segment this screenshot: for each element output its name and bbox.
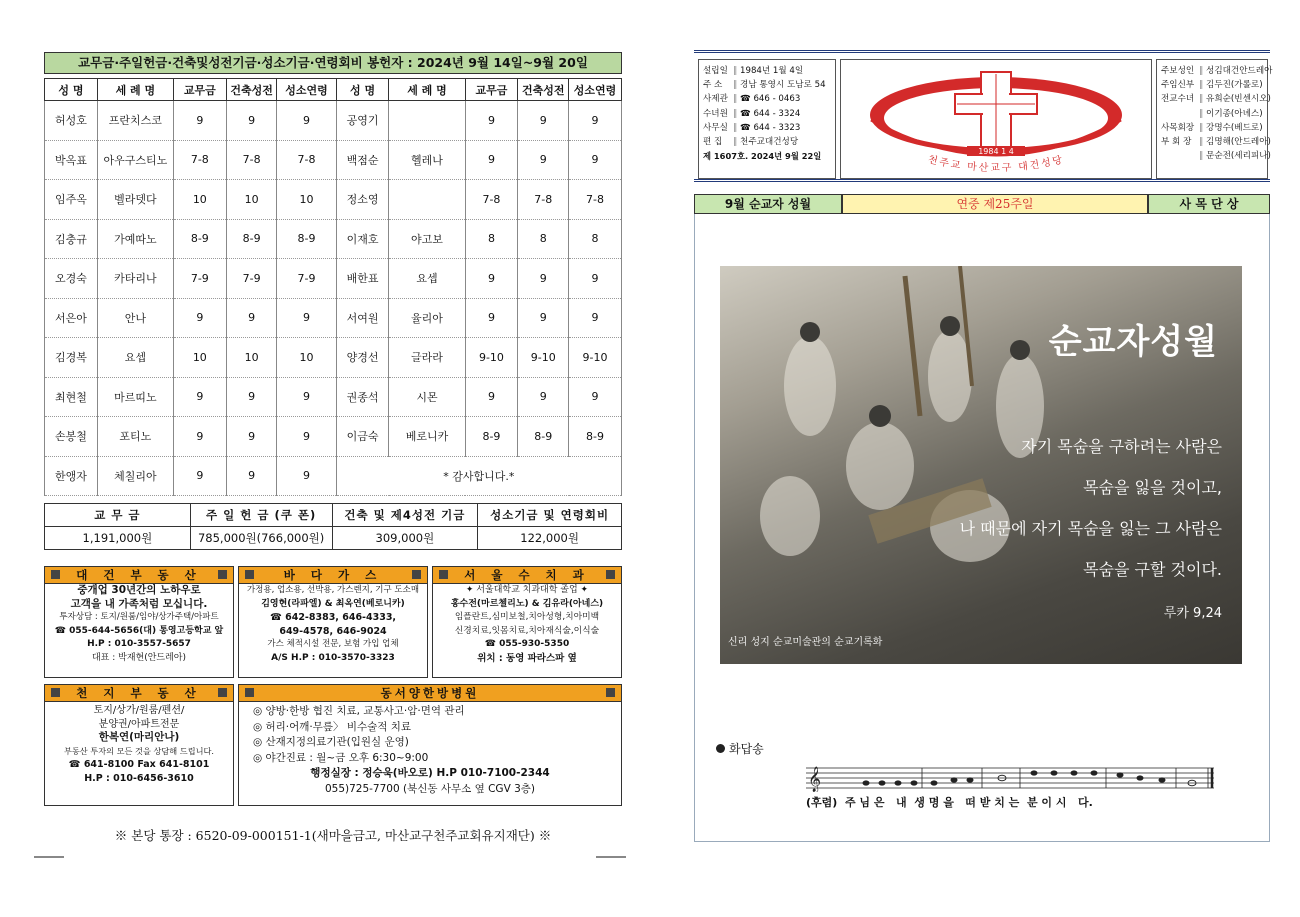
totals-value: 1,191,000원 [45,527,191,550]
parish-logo-box [840,59,1152,179]
info-key: 사무실 [703,122,728,133]
info-separator: ‖ [733,80,741,91]
info-key: 사제관 [703,94,728,105]
image-title: 순교자성월 [1048,322,1218,362]
donor-cell: 9 [277,101,336,141]
donor-cell: 9 [569,259,622,299]
column-header: 세 례 명 [389,79,465,101]
donor-table [44,78,622,496]
info-key: 부 회 장 [1161,137,1192,148]
donor-cell: 9 [569,140,622,180]
donor-cell: 포티노 [97,417,173,457]
ad-line: 신경치료,잇몸치료,치아재식술,이식술 [454,625,600,636]
info-separator: ‖ [733,66,741,76]
donor-cell: 카타리나 [97,259,173,299]
donor-row [45,140,622,180]
donor-cell: 9 [518,101,569,141]
info-value: ☎ 644 - 3323 [740,122,801,133]
info-value: 이기종(아녜스) [1206,108,1263,119]
ad-line: 행정실장 : 정승욱(바오로) H.P 010-7100-2344 [310,767,550,779]
parish-info-box [698,59,836,179]
info-separator: ‖ [1199,94,1207,105]
ad-seoul-dental [432,566,622,678]
donor-cell: 9 [173,417,226,457]
donor-cell: 7-9 [173,259,226,299]
totals-header: 성소기금 및 연령회비 [478,504,622,527]
band-sunday: 연중 제25주일 [842,194,1148,214]
donor-cell: 권종석 [336,377,389,417]
ad-title: 바 다 가 스 [239,567,427,584]
info-key: 주 소 [703,80,723,91]
totals-value: 122,000원 [478,527,622,550]
donor-cell: 베로니카 [389,417,465,457]
column-header: 성소연령 [277,79,336,101]
column-header: 세 례 명 [97,79,173,101]
info-separator: ‖ [733,94,741,105]
donor-cell: 10 [277,338,336,378]
info-separator: ‖ [1199,108,1207,119]
ad-bada-gas [238,566,428,678]
donor-cell: 7-8 [226,140,277,180]
donor-cell: 10 [277,180,336,220]
bullet-icon [716,744,725,753]
info-value: 성김대건안드레아 [1206,66,1273,76]
deco-line-right [596,856,626,858]
donor-title: 교무금·주일헌금·건축및성전기금·성소기금·연령회비 봉헌자 : 2024년 9월 14일~9월 20일 [44,52,622,74]
donor-cell: 8-9 [465,417,518,457]
band-month: 9월 순교자 성월 [694,194,842,214]
info-value: 김두진(가롤로) [1206,80,1263,91]
donor-cell: 9 [569,377,622,417]
donor-cell: 9 [277,417,336,457]
totals-header: 건축 및 제4성전 기금 [332,504,478,527]
donor-row [45,259,622,299]
donor-cell: 마르띠노 [97,377,173,417]
totals-table [44,503,622,550]
ad-title: 대 건 부 동 산 [45,567,233,584]
ad-line: 가정용, 업소용, 선박용, 가스렌지, 기구 도소매 [246,585,420,595]
donor-cell: 허성호 [45,101,98,141]
ad-line: A/S H.P : 010-3570-3323 [271,652,395,663]
donor-cell: 7-9 [277,259,336,299]
donor-cell: 손봉철 [45,417,98,457]
info-value: ☎ 644 - 3324 [740,108,801,119]
donor-cell: 벨라뎃다 [97,180,173,220]
donor-cell: 9 [277,298,336,338]
donor-cell: 9 [173,101,226,141]
donor-cell: 백점순 [336,140,389,180]
ad-line: 투자상담 : 토지/원룸/임야/상가주택/아파트 [59,612,219,622]
ad-line: ☎ 641-8100 Fax 641-8101 [68,759,210,770]
donor-cell: 체칠리아 [97,456,173,496]
column-header: 건축성전 [518,79,569,101]
donor-cell: 8-9 [569,417,622,457]
donor-cell: 8-9 [173,219,226,259]
info-value: 천주교대건성당 [740,137,799,148]
bulletin-header [694,50,1273,182]
info-key: 전교수녀 [1161,94,1195,105]
column-header: 성 명 [336,79,389,101]
column-header: 성 명 [45,79,98,101]
donor-cell: 9 [277,377,336,417]
donor-cell: 야고보 [389,219,465,259]
donor-row [45,417,622,457]
donor-row [45,377,622,417]
info-row [703,92,831,106]
ad-line: ◎ 양방·한방 협진 치료, 교통사고·암·면역 관리 [253,705,465,717]
column-header: 성소연령 [569,79,622,101]
donor-cell: 9 [226,456,277,496]
donor-row [45,456,622,496]
donor-cell [389,101,465,141]
totals-value: 309,000원 [332,527,478,550]
totals-header: 교 무 금 [45,504,191,527]
donor-row [45,101,622,141]
info-separator: ‖ [733,108,741,119]
info-value: 1984년 1월 4일 [740,66,804,76]
verse-reference: 루카 9,24 [1163,606,1222,621]
donor-cell: 프란치스코 [97,101,173,141]
ad-line: ◎ 야간진료 : 월~금 오후 6:30~9:00 [253,751,429,764]
donor-cell: 8-9 [277,219,336,259]
psalm-section [716,740,764,757]
donor-cell [389,180,465,220]
info-key: 사목회장 [1161,122,1195,133]
donor-cell: 9-10 [465,338,518,378]
donor-cell: 가예따노 [97,219,173,259]
ad-line: 위치 : 동영 파라스파 옆 [477,652,577,664]
info-row [703,64,831,78]
donor-cell: 9 [277,456,336,496]
donor-cell: 9 [226,417,277,457]
totals-value: 785,000원(766,000원) [190,527,332,550]
info-separator: ‖ [1199,151,1207,162]
donor-cell: 9 [465,298,518,338]
info-separator: ‖ [1199,122,1207,133]
donor-cell: 9 [518,140,569,180]
info-key: 주임신부 [1161,80,1195,91]
ad-line: ☎ 055-930-5350 [484,639,570,649]
donor-cell: 9 [465,259,518,299]
ad-line: 055)725-7700 (북신동 사무소 옆 CGV 3층) [324,782,536,795]
donor-cell: 이재호 [336,219,389,259]
ad-title: 서 울 수 치 과 [433,567,621,584]
donor-cell: 10 [173,338,226,378]
music-staff [806,764,1214,792]
donor-cell: 9-10 [518,338,569,378]
ad-dongseo-hospital [238,684,622,806]
bank-account-note: ※ 본당 통장 : 6520-09-000151-1(새마을금고, 마산교구천주교회유지재단) ※ [114,828,552,843]
info-row [1161,64,1273,78]
donor-cell: 최현철 [45,377,98,417]
donor-cell: 헬레나 [389,140,465,180]
ad-title: 동서양한방병원 [239,685,621,702]
donor-cell: 7-8 [518,180,569,220]
verse-line: 나 때문에 자기 목숨을 잃는 그 사람은 [959,519,1222,538]
title-band [694,194,1270,214]
donor-cell: 8-9 [226,219,277,259]
donor-cell: 박옥표 [45,140,98,180]
donor-cell: 서은아 [45,298,98,338]
donor-cell: 9 [465,140,518,180]
donor-cell: 9 [465,377,518,417]
info-row [1161,121,1263,135]
info-row [703,107,831,121]
donor-cell: 9 [226,377,277,417]
info-row [1161,107,1263,121]
donor-cell: 9 [569,101,622,141]
donor-cell: 7-8 [173,140,226,180]
donor-cell: 8 [518,219,569,259]
logo-text: 천주교 마산교구 대건성당 [926,154,1066,174]
info-row [1161,78,1263,92]
ad-title: 천 지 부 동 산 [45,685,233,702]
donor-cell: 9 [173,456,226,496]
ad-line: 임플란트,심미보철,치아성형,치아미백 [454,612,600,622]
psalm-lyrics: (후렴) 주 님 은 내 생 명 을 떠 받 치 는 분 이 시 다. [806,796,1093,809]
donor-cell: 요셉 [97,338,173,378]
donor-cell: 7-8 [277,140,336,180]
donor-cell: 안나 [97,298,173,338]
ad-line: 649-4578, 646-9024 [279,625,387,637]
info-value: 경남 통영시 도남로 54 [740,80,826,91]
info-value: 문순전(세리피나) [1206,151,1271,162]
ad-line: ✦ 서울대학교 치과대학 졸업 ✦ [465,585,589,595]
donor-cell: 오경숙 [45,259,98,299]
donor-cell: 9 [173,298,226,338]
clergy-info-box [1156,59,1273,179]
column-header: 건축성전 [226,79,277,101]
info-key: 설립일 [703,66,728,76]
donor-cell: 공영기 [336,101,389,141]
donor-cell: 9-10 [569,338,622,378]
ad-line: 홍수전(마르첼리노) & 김유라(아네스) [450,598,604,609]
ad-line: ◎ 산재지정의료기관(입원실 운영) [253,736,409,748]
info-separator: ‖ [733,122,741,133]
donor-cell: 배한표 [336,259,389,299]
info-key: 주보성인 [1161,66,1195,76]
donor-cell: 한앵자 [45,456,98,496]
verse-line: 목숨을 구할 것이다. [1083,560,1222,579]
donor-cell: 임주옥 [45,180,98,220]
donor-row [45,219,622,259]
donor-cell: 9 [465,101,518,141]
info-row [703,135,831,149]
donor-cell: 율리아 [389,298,465,338]
info-row [703,121,831,135]
totals-header: 주 일 헌 금 (쿠 폰) [190,504,332,527]
info-row [703,78,831,92]
donor-cell: 서여원 [336,298,389,338]
ad-line: 토지/상가/원룸/펜션/ [93,705,185,716]
issue-number: 제 1607호. 2024년 9월 22일 [703,151,822,162]
donor-cell: 7-8 [465,180,518,220]
info-value: 김명해(안드레아) [1206,137,1271,148]
info-value: 유희순(빈센시오) [1206,94,1271,105]
donor-cell: 아우구스티노 [97,140,173,180]
column-header: 교무금 [173,79,226,101]
ad-line: 김영현(라파엘) & 최옥연(베로니카) [261,598,405,609]
donor-cell: 9 [226,101,277,141]
ad-line: ◎ 허리·어깨·무릎〉 비수술적 치료 [253,720,412,733]
donor-cell: 8 [569,219,622,259]
donor-cell: 10 [173,180,226,220]
info-key: 편 집 [703,137,723,148]
donor-row [45,338,622,378]
donor-cell: 이금숙 [336,417,389,457]
ad-line: 고객을 내 가족처럼 모십니다. [70,597,208,610]
info-value: ☎ 646 - 0463 [740,94,801,105]
martyr-painting [720,266,1242,664]
ad-daegeon-realestate [44,566,234,678]
ad-line: H.P : 010-3557-5657 [87,639,191,649]
info-separator: ‖ [1199,80,1207,91]
donor-cell: 시몬 [389,377,465,417]
parish-logo-icon [841,60,1151,178]
deco-line-left [34,856,64,858]
donor-cell: 9 [173,377,226,417]
ad-line: ☎ 055-644-5656(대) 통영고등학교 앞 [54,625,224,636]
donor-cell: 10 [226,338,277,378]
thanks-note: * 감사합니다.* [336,456,621,496]
info-row [1161,149,1271,163]
donor-cell: 9 [518,259,569,299]
info-value: 강명수(베드로) [1206,122,1263,133]
donor-cell: 요셉 [389,259,465,299]
ad-line: ☎ 642-8383, 646-4333, [269,612,397,623]
psalm-label: 화답송 [729,742,764,756]
info-separator: ‖ [1199,137,1207,148]
donor-row [45,298,622,338]
band-pastoral: 사 목 단 상 [1148,194,1270,214]
donor-cell: 9 [518,298,569,338]
column-header: 교무금 [465,79,518,101]
ad-line: 부동산 투자의 모든 것을 상담해 드립니다. [63,745,215,756]
donor-cell: 정소영 [336,180,389,220]
donor-header-row [45,79,622,101]
ad-cheonji-realestate [44,684,234,806]
ad-line: 중개업 30년간의 노하우로 [77,584,201,596]
svg-text:𝄞: 𝄞 [808,767,822,792]
donor-cell: 9 [226,298,277,338]
donor-cell: 7-9 [226,259,277,299]
info-row [1161,135,1271,149]
verse-line: 목숨을 잃을 것이고, [1083,478,1222,497]
info-separator: ‖ [1199,66,1207,76]
ad-line: 분양권/아파트전문 [98,718,180,730]
donor-cell: 10 [226,180,277,220]
donor-cell: 9 [569,298,622,338]
ad-line: 대표 : 박재현(안드레아) [91,652,187,663]
donor-row [45,180,622,220]
donor-cell: 양경선 [336,338,389,378]
image-caption: 신리 성지 순교미술관의 순교기록화 [728,637,883,648]
info-separator: ‖ [733,137,741,148]
donor-cell: 김충규 [45,219,98,259]
donor-cell: 7-8 [569,180,622,220]
verse-line: 자기 목숨을 구하려는 사람은 [1021,437,1222,456]
donor-cell: 9 [518,377,569,417]
donor-cell: 8-9 [518,417,569,457]
ad-line: 가스 체적시설 전문, 보험 가입 업체 [267,639,399,649]
donor-cell: 8 [465,219,518,259]
donor-cell: 글라라 [389,338,465,378]
donor-cell: 김경복 [45,338,98,378]
ad-line: 한복연(마리안나) [98,731,180,743]
logo-year: 1984 1 4 [978,147,1014,156]
info-row [1161,92,1271,106]
info-key: 수녀원 [703,108,728,119]
ad-line: H.P : 010-6456-3610 [84,772,194,784]
